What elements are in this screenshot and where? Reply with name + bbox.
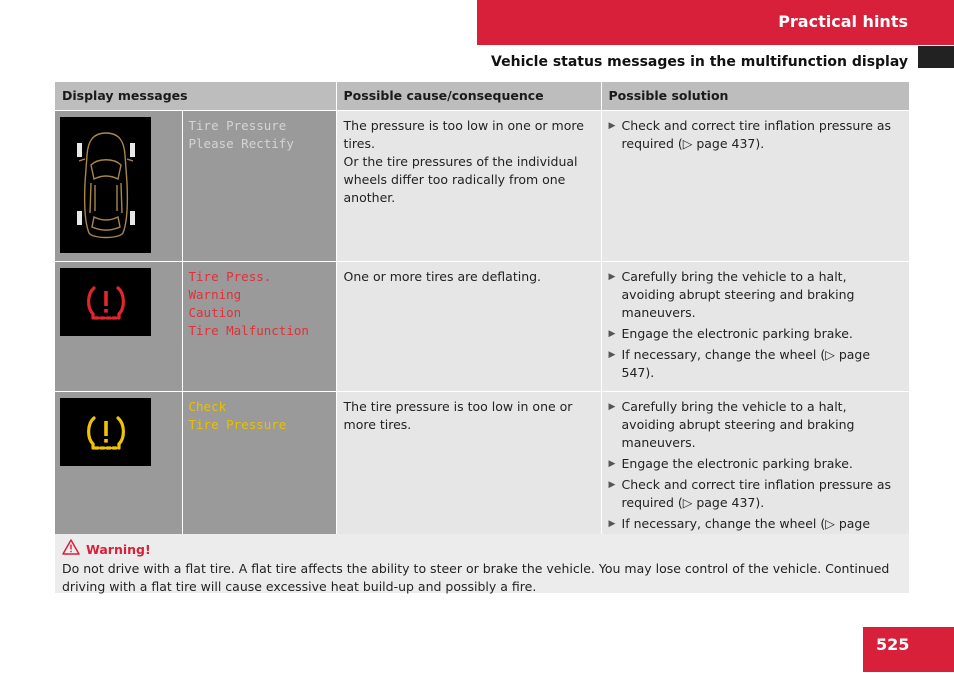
warning-header <box>62 538 902 560</box>
solution-text: Engage the electronic parking brake. <box>621 455 853 471</box>
display-text-line: Tire Malfunction <box>188 322 309 338</box>
page-number: 525 <box>876 635 910 654</box>
display-text-line: Please Rectify <box>188 135 294 151</box>
cause-text: The tire pressure is too low in one or more tires. <box>343 398 573 432</box>
table-row <box>55 261 909 391</box>
solution-text: If necessary, change the wheel (▷ page <box>621 515 871 531</box>
warning-box <box>55 534 909 593</box>
solution-item <box>609 455 903 473</box>
bullet-triangle-icon: ▶ <box>608 349 616 360</box>
tire-pressure-warning-red-icon <box>60 268 151 336</box>
display-text-line: Caution <box>188 304 242 320</box>
bullet-triangle-icon: ▶ <box>608 479 616 490</box>
cause-text: One or more tires are deflating. <box>343 268 542 284</box>
display-text-line: Tire Press. <box>188 268 272 284</box>
solution-item <box>609 398 903 452</box>
table-row <box>55 110 909 261</box>
solution-item <box>609 476 903 512</box>
car-tire-diagram-icon <box>60 117 151 253</box>
tire-pressure-warning-yellow-icon <box>60 398 151 466</box>
cause-text: Or the tire pressures of the individual wheels differ too radically from one another. <box>343 153 578 205</box>
solution-item <box>609 117 903 153</box>
solution-text: If necessary, change the wheel (▷ page 547). <box>621 346 871 380</box>
solution-item <box>609 325 903 343</box>
header-possible-solution: Possible solution <box>601 82 909 110</box>
bullet-triangle-icon: ▶ <box>608 458 616 469</box>
solution-item <box>609 346 903 382</box>
section-title: Practical hints <box>778 12 908 31</box>
bullet-triangle-icon: ▶ <box>608 518 616 529</box>
page-subtitle: Vehicle status messages in the multifunction display <box>491 54 908 70</box>
solution-text: Engage the electronic parking brake. <box>621 325 853 341</box>
warning-text: Do not drive with a flat tire. A flat tire affects the ability to steer or brake the vehicle. You may lose control of the vehicle. Continued driving with a flat tire will cause excessive heat build-up and possibly a fire. <box>62 561 890 594</box>
table-header-row <box>55 82 909 110</box>
solution-text: Carefully bring the vehicle to a halt, avoiding abrupt steering and braking maneuvers. <box>621 398 855 450</box>
solution-text: Check and correct tire inflation pressure as required (▷ page 437). <box>621 117 892 151</box>
header-display-messages: Display messages <box>55 82 336 110</box>
messages-table <box>55 82 909 560</box>
display-text-line: Warning <box>188 286 242 302</box>
display-text-line: Tire Pressure <box>188 416 287 432</box>
solution-item <box>609 268 903 322</box>
display-text-line: Tire Pressure <box>188 117 287 133</box>
solution-text: Check and correct tire inflation pressure as required (▷ page 437). <box>621 476 892 510</box>
cause-text: The pressure is too low in one or more tires. <box>343 117 584 151</box>
side-tab-marker <box>918 46 954 68</box>
warning-triangle-icon <box>62 539 80 559</box>
warning-title: Warning! <box>86 541 151 557</box>
bullet-triangle-icon: ▶ <box>608 120 616 131</box>
display-text-line: Check <box>188 398 227 414</box>
bullet-triangle-icon: ▶ <box>608 271 616 282</box>
solution-text: Carefully bring the vehicle to a halt, avoiding abrupt steering and braking maneuvers. <box>621 268 855 320</box>
header-possible-cause: Possible cause/consequence <box>336 82 601 110</box>
bullet-triangle-icon: ▶ <box>608 401 616 412</box>
bullet-triangle-icon: ▶ <box>608 328 616 339</box>
